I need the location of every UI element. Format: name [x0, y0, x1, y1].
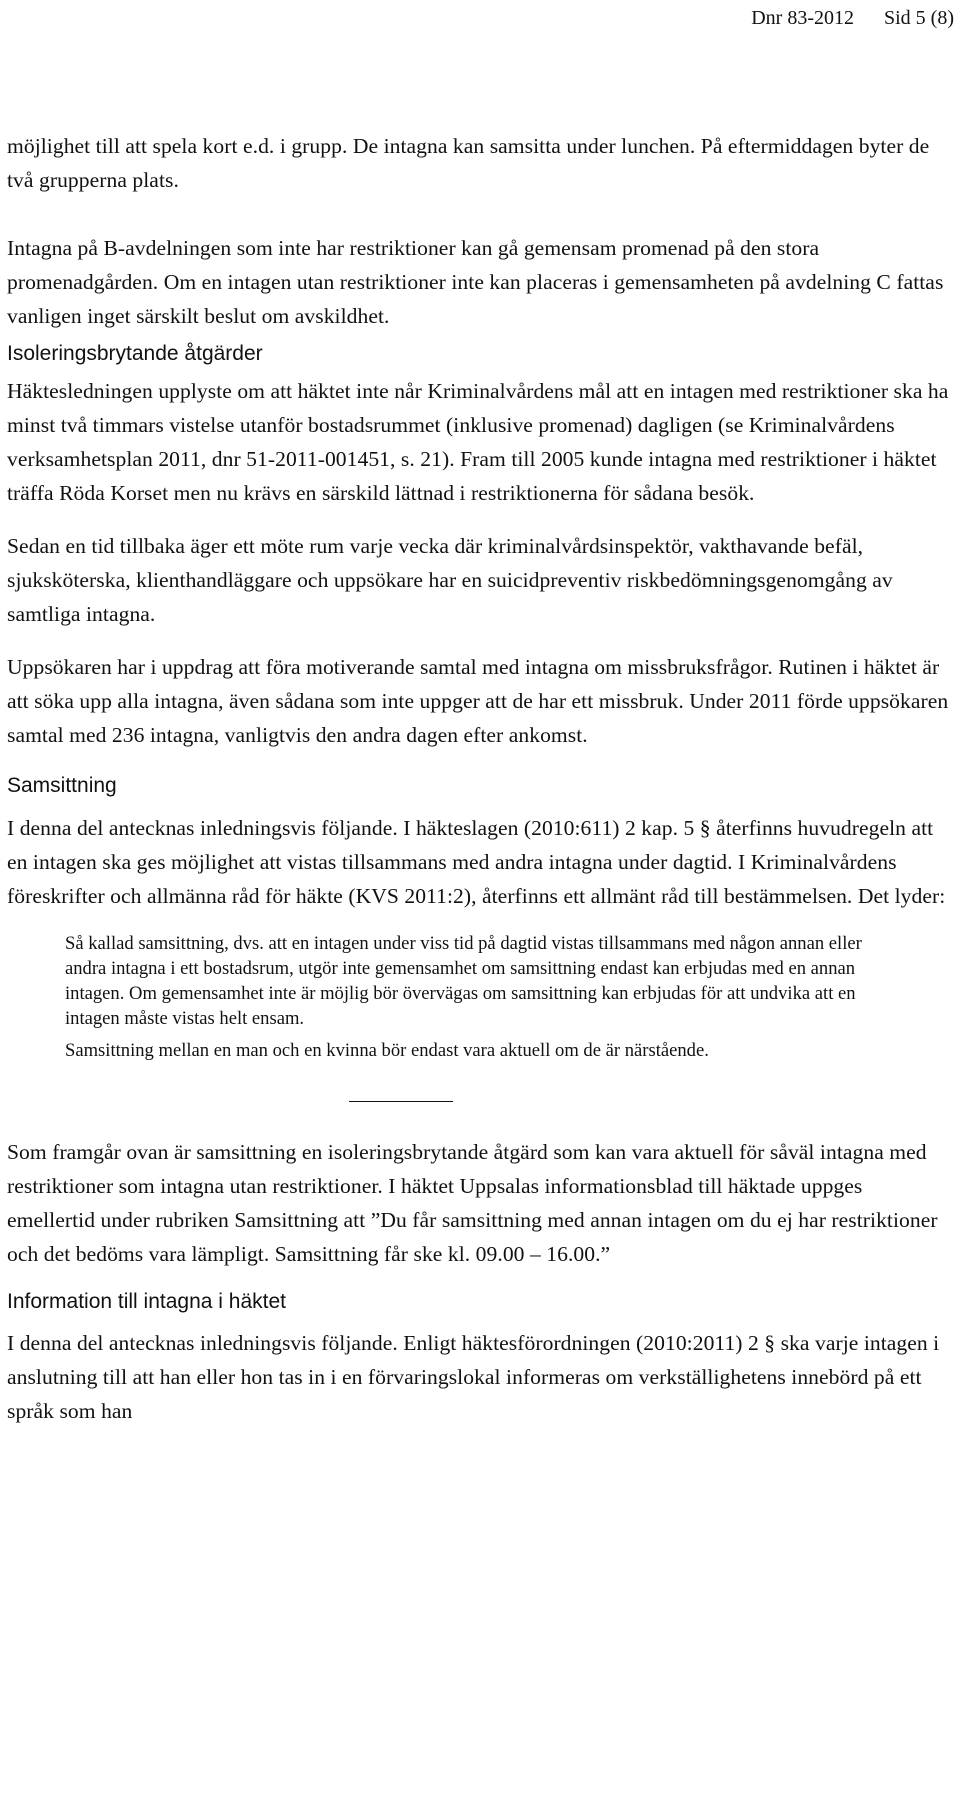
- section-heading: Samsittning: [7, 774, 117, 797]
- section-heading: Information till intagna i häktet: [7, 1290, 286, 1313]
- paragraph: I denna del antecknas inledningsvis följande. Enligt häktesförordningen (2010:2011) 2 § ska varje intagen i anslutning till att han eller hon tas in i en förvaringslokal informeras om verkställighetens innebörd på ett språk som han: [7, 1331, 940, 1423]
- paragraph: Häktesledningen upplyste om att häktet inte når Kriminalvårdens mål att en intagen med restriktioner ska ha minst två timmars vistelse utanför bostadsrummet (inklusive promenad) dagligen (se Kriminalvårdens verksamhetsplan 2011, dnr 51-2011-001451, s. 21). Fram till 2005 kunde intagna med restriktioner i häktet träffa Röda Korset men nu krävs en särskild lättnad i restriktionerna för sådana besök.: [7, 379, 949, 505]
- case-number: Dnr 83-2012: [751, 7, 854, 29]
- paragraph: Som framgår ovan är samsittning en isoleringsbrytande åtgärd som kan vara aktuell för såväl intagna med restriktioner som intagna utan restriktioner. I häktet Uppsalas informationsblad till häktade uppges emellertid under rubriken Samsittning att ”Du får samsittning med annan intagen om du ej har restriktioner och det bedöms vara lämpligt. Samsittning får ske kl. 09.00 – 16.00.”: [7, 1140, 938, 1266]
- paragraph: I denna del antecknas inledningsvis följande. I häkteslagen (2010:611) 2 kap. 5 § återfinns huvudregeln att en intagen ska ges möjlighet att vistas tillsammans med andra intagna under dagtid. I Kriminalvårdens föreskrifter och allmänna råd för häkte (KVS 2011:2), återfinns ett allmänt råd till bestämmelsen. Det lyder:: [7, 816, 946, 908]
- quoted-rule: [65, 931, 895, 1063]
- quote-paragraph: Så kallad samsittning, dvs. att en intagen under viss tid på dagtid vistas tillsammans med någon annan eller andra intagna i ett bostadsrum, utgör inte gemensamhet om samsittning endast kan erbjudas med en annan intagen. Om gemensamhet inte är möjlig bör övervägas om samsittning kan erbjudas för att undvika att en intagen måste vistas helt ensam.: [65, 933, 862, 1029]
- paragraph: Sedan en tid tillbaka äger ett möte rum varje vecka där kriminalvårdsinspektör, vakthavande befäl, sjuksköterska, klienthandläggare och uppsökare har en suicidpreventiv riskbedömningsgenomgång av samtliga intagna.: [7, 534, 893, 626]
- page-number: Sid 5 (8): [884, 7, 954, 29]
- divider-line: [349, 1101, 453, 1102]
- quote-paragraph: Samsittning mellan en man och en kvinna bör endast vara aktuell om de är närstående.: [65, 1040, 709, 1061]
- document-body: [7, 129, 952, 1428]
- paragraph: möjlighet till att spela kort e.d. i grupp. De intagna kan samsitta under lunchen. På eftermiddagen byter de två grupperna plats.: [7, 134, 930, 192]
- paragraph: Intagna på B-avdelningen som inte har restriktioner kan gå gemensam promenad på den stora promenadgården. Om en intagen utan restriktioner inte kan placeras i gemensamheten på avdelning C fattas vanligen inget särskilt beslut om avskildhet.: [7, 236, 944, 328]
- page-header: [751, 4, 954, 32]
- section-heading: Isoleringsbrytande åtgärder: [7, 342, 263, 365]
- paragraph: Uppsökaren har i uppdrag att föra motiverande samtal med intagna om missbruksfrågor. Rutinen i häktet är att söka upp alla intagna, även sådana som inte uppger att de har ett missbruk. Under 2011 förde uppsökaren samtal med 236 intagna, vanligtvis den andra dagen efter ankomst.: [7, 655, 949, 747]
